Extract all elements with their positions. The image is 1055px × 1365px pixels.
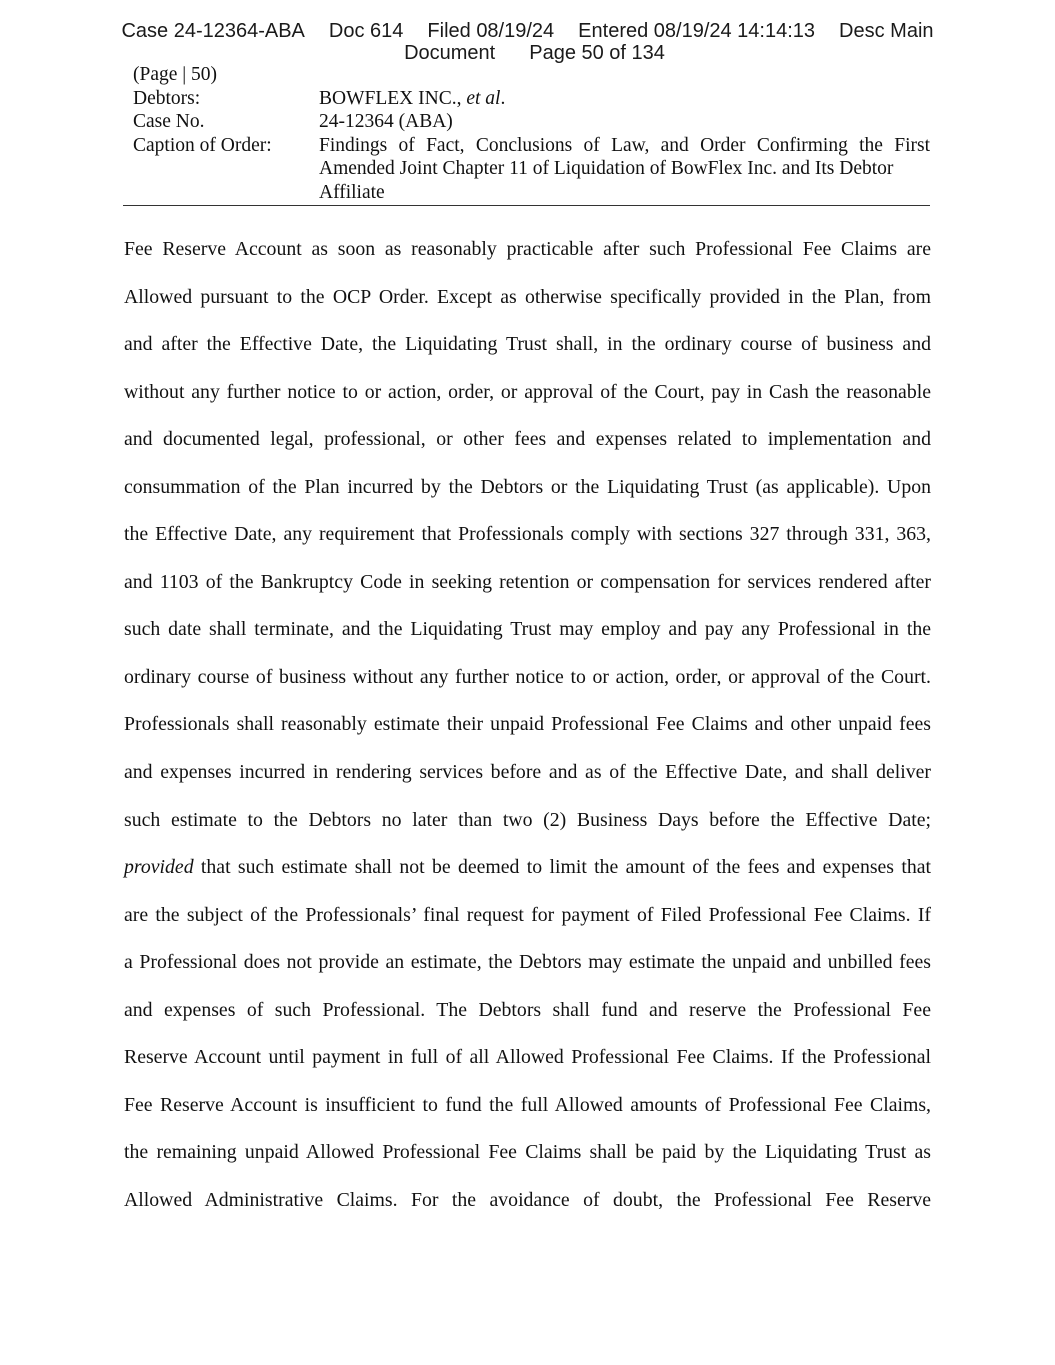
body-paragraph — [124, 226, 931, 1224]
caption-order-value — [319, 134, 930, 205]
body-line: Allowed Administrative Claims. For the avoidance of doubt, the Professional Fee Reserve — [124, 1188, 931, 1211]
body-line: Fee Reserve Account is insufficient to fund the full Allowed amounts of Professional Fee Claims, — [124, 1093, 931, 1116]
caption-order-row — [133, 134, 930, 205]
body-line: Reserve Account until payment in full of all Allowed Professional Fee Claims. If the Professional — [124, 1046, 931, 1069]
body-line: and expenses incurred in rendering services before and as of the Effective Date, and shall deliver — [124, 761, 931, 784]
body-line: such estimate to the Debtors no later than two (2) Business Days before the Effective Date; — [124, 808, 931, 831]
caption-case-row — [133, 110, 930, 134]
caption-debtors-row — [133, 87, 930, 111]
body-line: and documented legal, professional, or other fees and expenses related to implementation and — [124, 428, 931, 451]
caption-order-line-1: Findings of Fact, Conclusions of Law, and Order Confirming the First — [319, 134, 930, 156]
ecf-doc-number: Doc 614 — [328, 20, 404, 42]
body-line: such date shall terminate, and the Liquidating Trust may employ and pay any Professional in the — [124, 618, 931, 641]
ecf-filing-header — [0, 20, 1055, 64]
caption-page-ref: (Page | 50) — [133, 64, 218, 85]
body-line: the remaining unpaid Allowed Professional Fee Claims shall be paid by the Liquidating Trust as — [124, 1141, 931, 1164]
caption-debtors-etal: et al — [466, 87, 501, 109]
ecf-page-count: Page 50 of 134 — [529, 42, 665, 64]
body-line: Allowed pursuant to the OCP Order. Except as otherwise specifically provided in the Plan, from — [124, 285, 931, 308]
body-line: the Effective Date, any requirement that Professionals comply with sections 327 through 331, 363, — [124, 523, 931, 546]
caption-order-label: Caption of Order: — [133, 134, 272, 156]
body-line: Fee Reserve Account as soon as reasonably practicable after such Professional Fee Claims are — [124, 238, 931, 260]
body-line: Professionals shall reasonably estimate their unpaid Professional Fee Claims and other unpaid fees — [124, 713, 931, 736]
body-line: without any further notice to or action, order, or approval of the Court, pay in Cash the reasonable — [124, 380, 931, 403]
body-line: ordinary course of business without any further notice to or action, order, or approval of the Court. — [124, 665, 931, 688]
caption-debtors-label: Debtors: — [133, 87, 201, 109]
caption-page-ref-row — [133, 63, 930, 87]
caption-case-value: 24-12364 (ABA) — [319, 111, 453, 133]
body-line: and after the Effective Date, the Liquidating Trust shall, in the ordinary course of business and — [124, 333, 931, 356]
caption-debtors-value — [319, 87, 930, 111]
body-line: a Professional does not provide an estimate, the Debtors may estimate the unpaid and unbilled fees — [124, 951, 931, 974]
caption-debtors-period: . — [500, 87, 506, 109]
caption-order-line-3: Affiliate — [319, 181, 385, 203]
ecf-filed-date: Filed 08/19/24 — [427, 20, 555, 42]
caption-order-line-2: Amended Joint Chapter 11 of Liquidation of BowFlex Inc. and Its Debtor — [319, 158, 894, 180]
body-line: are the subject of the Professionals’ final request for payment of Filed Professional Fee Claims. If — [124, 903, 931, 926]
body-line: consummation of the Plan incurred by the Debtors or the Liquidating Trust (as applicable). Upon — [124, 475, 931, 498]
provided-italic: provided — [124, 856, 194, 879]
caption-divider — [123, 205, 930, 206]
ecf-header-line-2 — [0, 42, 1055, 64]
body-line: and 1103 of the Bankruptcy Code in seeking retention or compensation for services rendered after — [124, 570, 931, 593]
ecf-case-number: Case 24-12364-ABA — [121, 20, 305, 42]
ecf-document-label: Document — [404, 42, 496, 64]
caption-case-label: Case No. — [133, 111, 205, 133]
ecf-desc: Desc Main — [839, 20, 934, 42]
ecf-entered-date: Entered 08/19/24 14:14:13 — [578, 20, 816, 42]
ecf-header-line-1 — [0, 20, 1055, 42]
body-line-provided — [124, 844, 931, 892]
provided-rest: that such estimate shall not be deemed to limit the amount of the fees and expenses that — [193, 856, 931, 879]
body-line: and expenses of such Professional. The Debtors shall fund and reserve the Professional Fee — [124, 998, 931, 1021]
case-caption-block — [133, 63, 930, 205]
caption-debtors-name: BOWFLEX INC., — [319, 87, 462, 109]
